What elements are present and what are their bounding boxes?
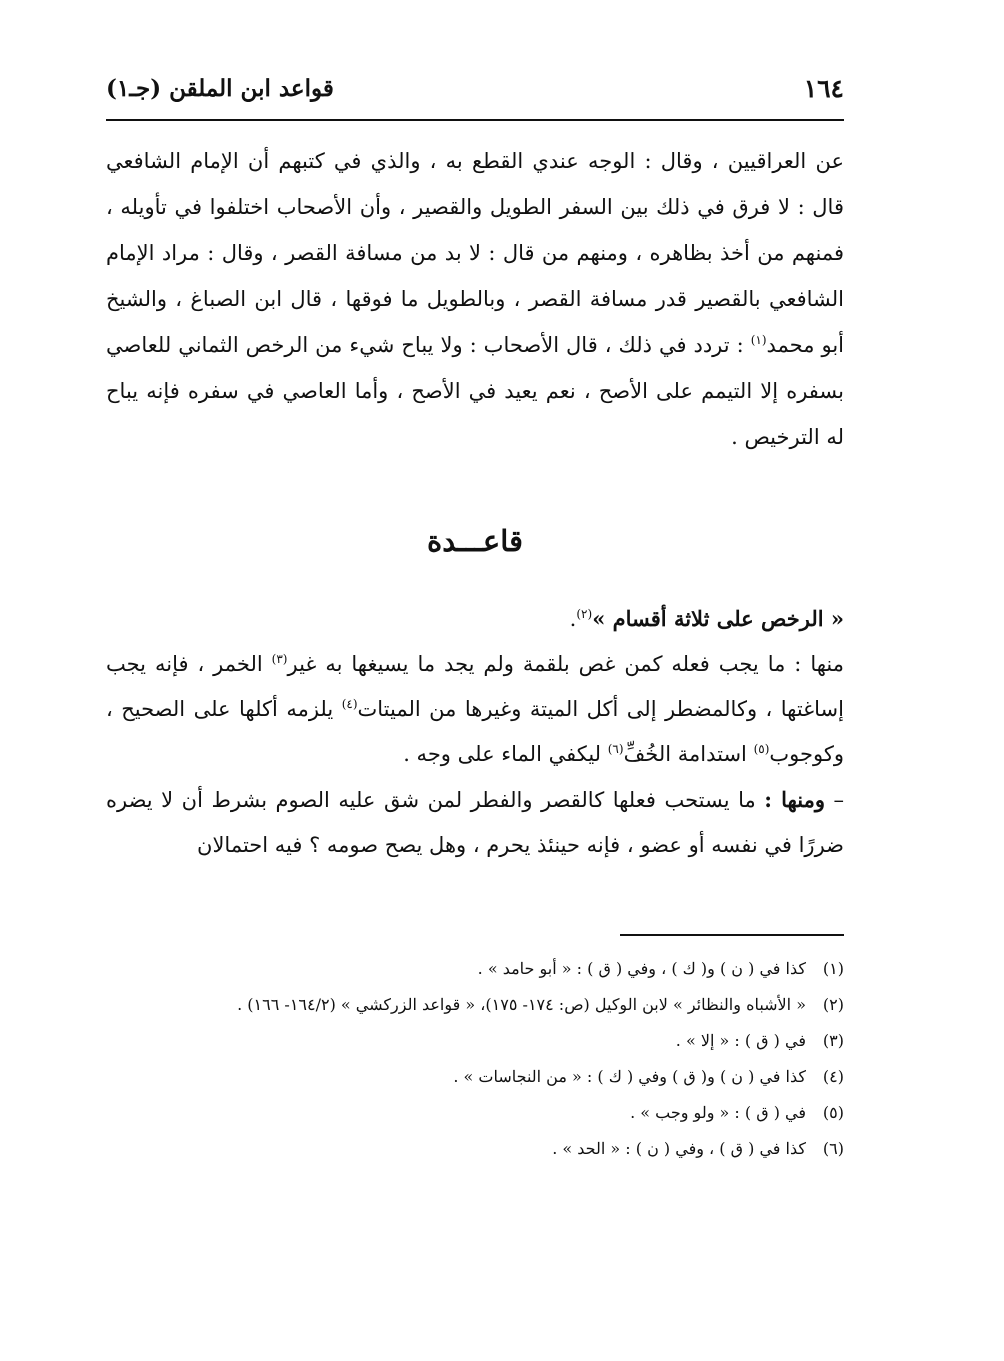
footnote-ref-1[interactable]: (١)	[750, 333, 767, 347]
footnote-1	[106, 951, 844, 987]
footnote-text: في ( ق ) : « ولو وجب » .	[630, 1103, 806, 1122]
footnote-ref-4[interactable]: (٤)	[341, 697, 358, 711]
footnote-5	[106, 1095, 844, 1131]
footnote-number: (١)	[822, 959, 844, 978]
paragraph-first-type	[106, 642, 844, 777]
statement-text: « الرخص على ثلاثة أقسام »	[592, 606, 844, 631]
paragraph-text: ما يستحب فعلها كالقصر والفطر لمن شق عليه الصوم بشرط أن لا يضره ضررًا في نفسه أو عضو ، فإنه حينئذ يحرم ، وهل يصح صومه ؟ فيه احتمالان	[106, 788, 844, 857]
footnote-text: « الأشباه والنظائر » لابن الوكيل (ص: ١٧٤- ١٧٥)، « قواعد الزركشي » (١٦٤/٢- ١٦٦) .	[237, 995, 806, 1014]
footnote-4	[106, 1059, 844, 1095]
footnote-ref-2[interactable]: (٢)	[576, 607, 593, 621]
paragraph-text: عن العراقيين ، وقال : الوجه عندي القطع به ، والذي في كتبهم أن الإمام الشافعي قال : لا فرق في ذلك بين السفر الطويل والقصير ، وأن الأصحاب اختلفوا في تأويله ، فمنهم من أخذ بظاهره ، ومنهم من قال : لا بد من مسافة القصر ، وقال : مراد الإمام الشافعي بالقصير قدر مسافة القصر ، وبالطويل ما فوقها ، قال ابن الصباغ ، والشيخ أبو محمد	[106, 149, 845, 357]
top-paragraph	[106, 138, 844, 460]
page-header	[106, 66, 844, 110]
footnote-divider	[620, 934, 844, 936]
footnote-number: (٢)	[822, 995, 844, 1014]
footnote-number: (٥)	[822, 1103, 844, 1122]
paragraph-text: استدامة الخُفِّ	[623, 742, 754, 766]
statement-end: .	[569, 607, 577, 631]
paragraph-text: : تردد في ذلك ، قال الأصحاب : ولا يباح شيء من الرخص الثماني للعاصي بسفره إلا التيمم على الأصح ، نعم يعيد في الأصح ، وأما العاصي في سفره فإنه يباح له الترخيص .	[106, 333, 844, 449]
footnote-ref-6[interactable]: (٦)	[607, 742, 624, 756]
footnote-ref-5[interactable]: (٥)	[753, 742, 770, 756]
footnote-text: كذا في ( ن ) و( ك ) ، وفي ( ق ) : « أبو حامد » .	[477, 959, 806, 978]
footnotes	[106, 951, 844, 1167]
paragraph-second-type	[106, 777, 844, 868]
footnote-3	[106, 1023, 844, 1059]
section-heading: قاعـــدة	[427, 524, 523, 558]
footnote-2	[106, 987, 844, 1023]
footnote-6	[106, 1131, 844, 1167]
lead-word: ومنها :	[764, 787, 825, 812]
paragraph-text: الخمر ، فإنه يجب إساغتها ، وكالمضطر إلى أكل الميتة وغيرها من الميتات	[106, 652, 844, 721]
footnote-number: (٦)	[822, 1139, 844, 1158]
dash-marker: –	[824, 788, 844, 812]
paragraph	[106, 138, 844, 460]
paragraph-text: منها : ما يجب فعله كمن غص بلقمة ولم يجد ما يسيغها به غير	[287, 652, 844, 676]
rule-statement	[106, 596, 844, 642]
running-title: قواعد ابن الملقن (جـ١)	[106, 74, 334, 102]
header-divider	[106, 119, 844, 121]
main-paragraphs	[106, 596, 844, 868]
footnote-text: كذا في ( ن ) و( ق ) وفي ( ك ) : « من النجاسات » .	[453, 1067, 806, 1086]
footnote-number: (٣)	[822, 1031, 844, 1050]
paragraph-text: يلزمه أكلها على الصحيح ، وكوجوب	[106, 697, 844, 766]
footnote-text: كذا في ( ق ) ، وفي ( ن ) : « الحد » .	[552, 1139, 806, 1158]
footnote-text: في ( ق ) : « إلا » .	[675, 1031, 806, 1050]
footnote-number: (٤)	[822, 1067, 844, 1086]
page-number: ١٦٤	[803, 73, 844, 103]
paragraph-text: ليكفي الماء على وجه .	[403, 742, 608, 766]
footnote-ref-3[interactable]: (٣)	[271, 652, 288, 666]
